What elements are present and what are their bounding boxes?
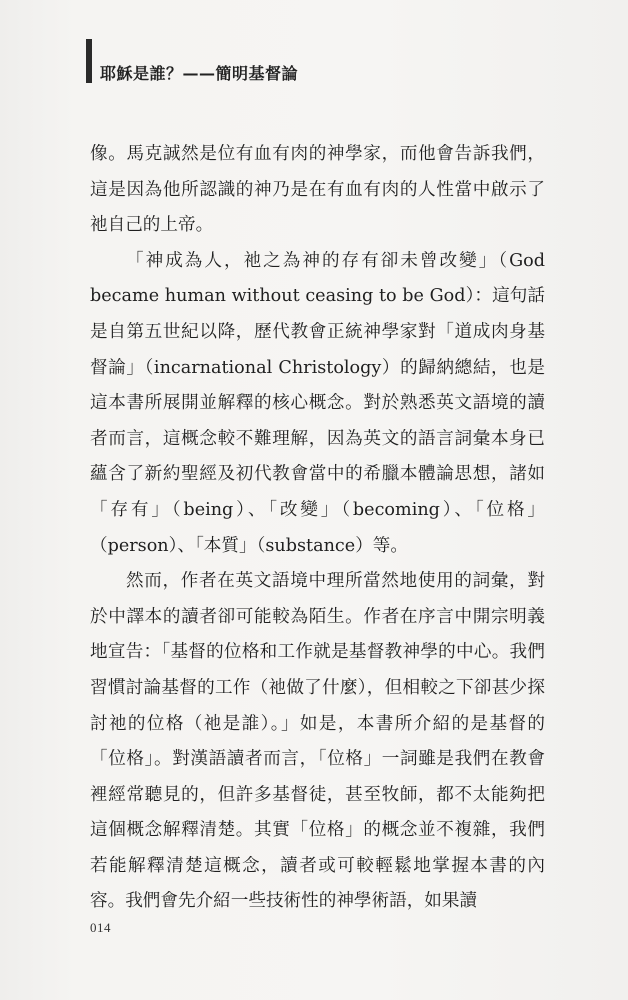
- body-text: [90, 137, 545, 920]
- paragraph-1: 像。馬克誠然是位有血有肉的神學家，而他會告訴我們，這是因為他所認識的神乃是在有血有肉的人性當中啟示了祂自己的上帝。: [90, 144, 545, 236]
- header-title: 耶穌是誰？——簡明基督論: [100, 64, 299, 83]
- header-bar: [86, 39, 92, 83]
- running-header: [86, 39, 298, 83]
- paragraph-3: 然而，作者在英文語境中理所當然地使用的詞彙，對於中譯本的讀者卻可能較為陌生。作者在序言中開宗明義地宣告：「基督的位格和工作就是基督教神學的中心。我們習慣討論基督的工作（祂做了什麼），但相較之下卻甚少探討祂的位格（祂是誰）。」如是，本書所介紹的是基督的「位格」。對漢語讀者而言，「位格」一詞雖是我們在教會裡經常聽見的，但許多基督徒，甚至牧師，都不太能夠把這個概念解釋清楚。其實「位格」的概念並不複雜，我們若能解釋清楚這概念，讀者或可較輕鬆地掌握本書的內容。我們會先介紹一些技術性的神學術語，如果讀: [90, 571, 545, 912]
- paragraph-2: 「神成為人，祂之為神的存有卻未曾改變」（God became human without ceasing to be God）：這句話是自第五世紀以降，歷代教會正統神學家對「道成肉身基督論」（incarnational Christology）的歸納總結，也是這本書所展開並解釋的核心概念。對於熟悉英文語境的讀者而言，這概念較不難理解，因為英文的語言詞彙本身已蘊含了新約聖經及初代教會當中的希臘本體論思想，諸如「存有」（being）、「改變」（becoming）、「位格」（person）、「本質」（substance）等。: [90, 250, 545, 556]
- page-number: 014: [90, 920, 111, 935]
